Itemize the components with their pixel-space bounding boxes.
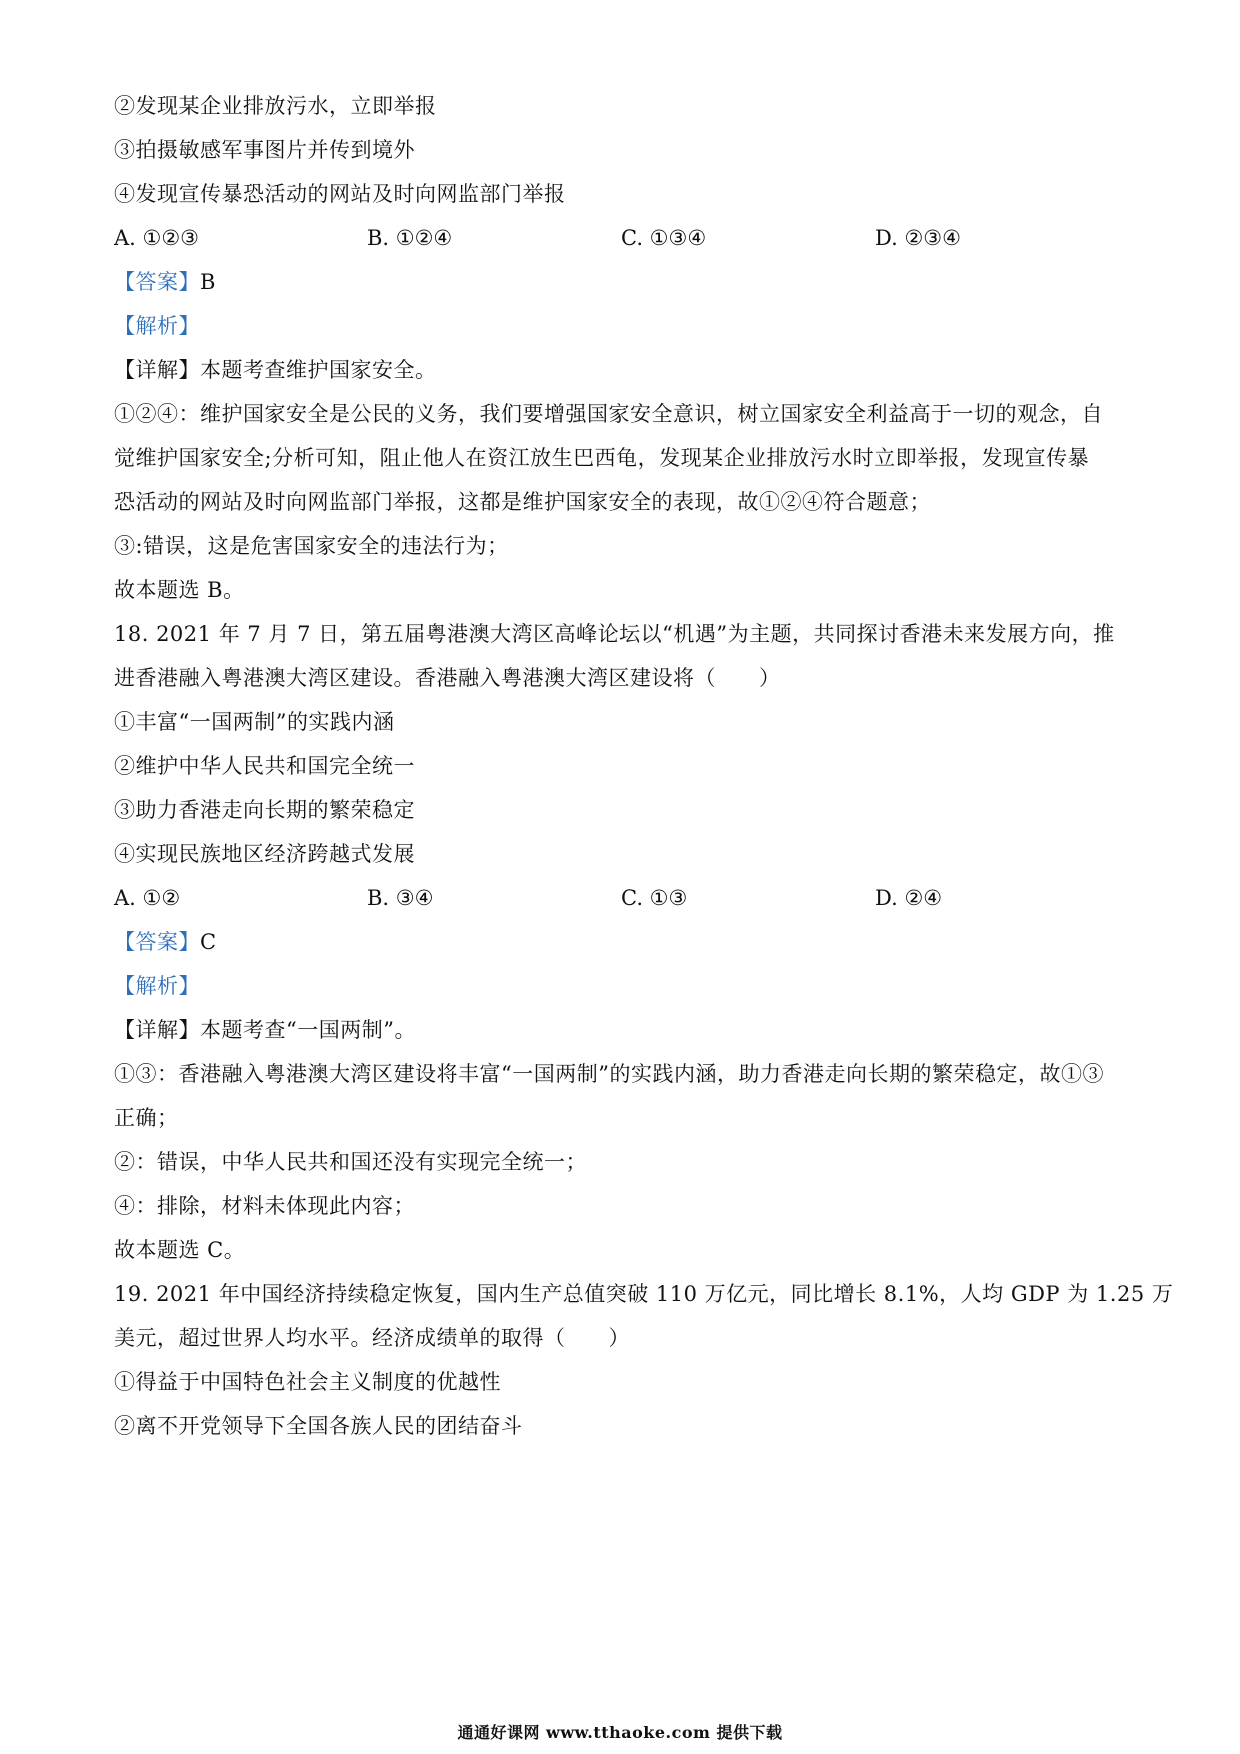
q19-item-1: ①得益于中国特色社会主义制度的优越性	[114, 1370, 501, 1394]
q17-analysis-tag: 【解析】	[114, 314, 200, 338]
q18-explanation-1: ①③：香港融入粤港澳大湾区建设将丰富“一国两制”的实践内涵，助力香港走向长期的繁荣稳定，故①③	[114, 1062, 1104, 1086]
q19-stem: 19. 2021 年中国经济持续稳定恢复，国内生产总值突破 110 万亿元，同比增长 8.1%，人均 GDP 为 1.25 万	[114, 1282, 1174, 1306]
q18-item-4: ④实现民族地区经济跨越式发展	[114, 842, 415, 866]
q18-option-b: B. ③④	[367, 886, 434, 910]
q17-item-3: ③拍摄敏感军事图片并传到境外	[114, 138, 415, 162]
detail-intro: 本题考查维护国家安全。	[200, 358, 437, 382]
page-footer: 通通好课网 www.tthaoke.com 提供下载	[457, 1723, 783, 1742]
q18-option-d: D. ②④	[875, 886, 943, 910]
q17-conclusion: 故本题选 B。	[114, 578, 245, 602]
q17-explanation-1: ①②④：维护国家安全是公民的义务，我们要增强国家安全意识，树立国家安全利益高于一切的观念，自	[114, 402, 1103, 426]
q18-item-3: ③助力香港走向长期的繁荣稳定	[114, 798, 415, 822]
q18-detail	[114, 1016, 1134, 1044]
q17-option-a: A. ①②③	[114, 226, 199, 250]
q18-stem-cont: 进香港融入粤港澳大湾区建设。香港融入粤港澳大湾区建设将（ ）	[114, 666, 781, 690]
q17-option-c: C. ①③④	[621, 226, 707, 250]
q18-explanation-2: ②：错误，中华人民共和国还没有实现完全统一；	[114, 1150, 587, 1174]
detail-tag: 【详解】	[114, 358, 200, 382]
q17-detail	[114, 356, 1134, 384]
q19-item-2: ②离不开党领导下全国各族人民的团结奋斗	[114, 1414, 523, 1438]
q18-explanation-3: ④：排除，材料未体现此内容；	[114, 1194, 415, 1218]
q18-option-a: A. ①②	[114, 886, 181, 910]
q17-answer	[114, 268, 1134, 296]
detail-intro: 本题考查“一国两制”。	[200, 1018, 416, 1042]
q17-option-b: B. ①②④	[367, 226, 453, 250]
q19-stem-cont: 美元，超过世界人均水平。经济成绩单的取得（ ）	[114, 1326, 630, 1350]
q17-item-2: ②发现某企业排放污水，立即举报	[114, 94, 437, 118]
q18-conclusion: 故本题选 C。	[114, 1238, 246, 1262]
q18-item-1: ①丰富“一国两制”的实践内涵	[114, 710, 395, 734]
q17-explanation-1-cont: 觉维护国家安全;分析可知，阻止他人在资江放生巴西龟，发现某企业排放污水时立即举报，发现宣传暴	[114, 446, 1090, 470]
q18-analysis-tag: 【解析】	[114, 974, 200, 998]
answer-value: B	[200, 270, 216, 294]
answer-value: C	[200, 930, 217, 954]
q17-item-4: ④发现宣传暴恐活动的网站及时向网监部门举报	[114, 182, 566, 206]
q18-explanation-1-cont: 正确；	[114, 1106, 179, 1130]
q18-answer	[114, 928, 1134, 956]
answer-tag: 【答案】	[114, 270, 200, 294]
q17-explanation-2: ③:错误，这是危害国家安全的违法行为；	[114, 534, 509, 558]
q17-option-d: D. ②③④	[875, 226, 961, 250]
q18-option-c: C. ①③	[621, 886, 688, 910]
q17-explanation-1-cont2: 恐活动的网站及时向网监部门举报，这都是维护国家安全的表现，故①②④符合题意；	[114, 490, 931, 514]
detail-tag: 【详解】	[114, 1018, 200, 1042]
answer-tag: 【答案】	[114, 930, 200, 954]
q18-stem: 18. 2021 年 7 月 7 日，第五届粤港澳大湾区高峰论坛以“机遇”为主题，共同探讨香港未来发展方向，推	[114, 622, 1115, 646]
q18-item-2: ②维护中华人民共和国完全统一	[114, 754, 415, 778]
